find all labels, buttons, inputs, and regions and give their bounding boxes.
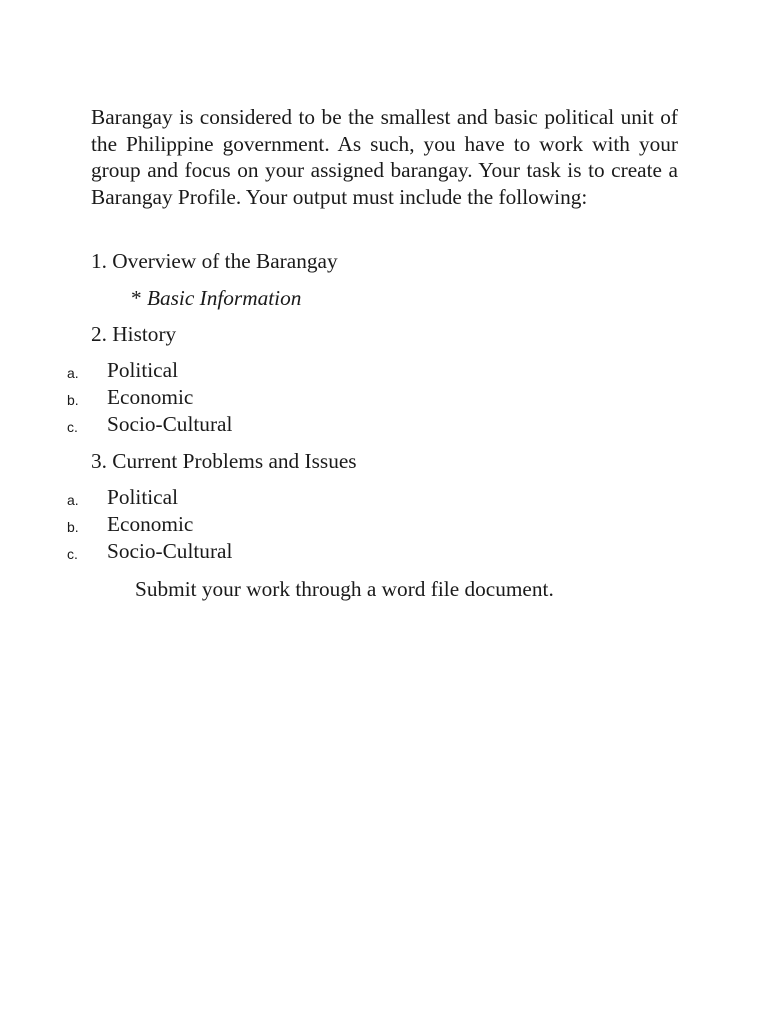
asterisk-marker: * [131,286,142,310]
list-item-label: Socio-Cultural [107,538,233,563]
list-item [0,357,400,384]
list-marker: c. [67,545,78,562]
history-list [0,357,400,437]
list-marker: c. [67,418,78,435]
list-marker: a. [67,365,79,381]
list-item-label: Socio-Cultural [107,411,233,436]
list-marker: a. [67,492,79,508]
list-item [0,538,400,565]
overview-subitem [131,285,301,311]
list-marker: b. [67,391,79,408]
list-item [0,411,400,438]
list-item [0,511,400,538]
list-item-label: Political [107,358,178,382]
list-item-label: Economic [107,511,194,536]
list-item-label: Political [107,485,178,509]
list-marker: b. [67,518,79,535]
section-heading-overview: 1. Overview of the Barangay [91,249,338,273]
problems-list [0,484,400,564]
list-item-label: Economic [107,384,194,409]
list-item [0,384,400,411]
section-heading-problems: 3. Current Problems and Issues [91,449,357,473]
intro-paragraph: Barangay is considered to be the smallest and basic political unit of the Philippine government. As such, you have to work with your group and focus on your assigned barangay. Your task is to create a Barangay Profile. Your output must include the following: [91,105,678,209]
section-heading-history: 2. History [91,322,177,346]
list-item [0,484,400,511]
overview-subitem-text: Basic Information [146,286,302,310]
closing-instruction: Submit your work through a word file document. [135,577,554,601]
